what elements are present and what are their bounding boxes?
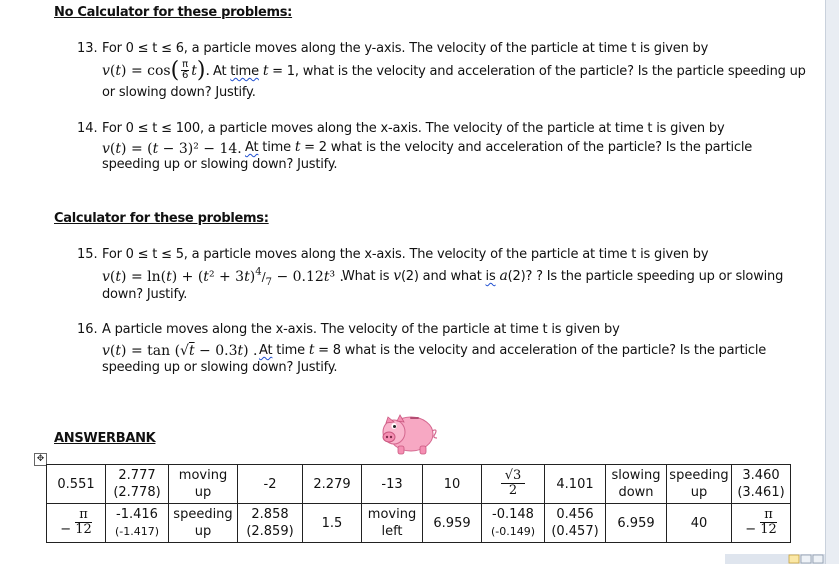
answer-cell: 3.460 (3.461): [732, 465, 791, 504]
answer-cell: − $\frac{\pi}{12}$: [47, 504, 106, 543]
answer-cell: 10: [423, 465, 482, 504]
table-row: [47, 504, 791, 543]
problem-15-line2: What is v(2) and what is a(2)? ? Is the particle speeding up or slowing: [342, 268, 784, 284]
print-layout-view-icon[interactable]: [789, 555, 799, 563]
problem-15-formula: $v(t) = \ln(t) + (t^2 + 3t)^4/_7 - 0.12t^3$ .: [102, 266, 344, 289]
problem-15-line1: For 0 ≤ t ≤ 5, a particle moves along the x-axis. The velocity of the particle at time t is given by: [102, 247, 709, 262]
problem-16-formula: v(t) = tan (√t − 0.3t) .: [102, 343, 258, 359]
answer-cell: 2.279: [303, 465, 362, 504]
problem-14-formula: v(t) = (t − 3)² − 14.: [102, 141, 242, 157]
no-calculator-heading: No Calculator for these problems:: [54, 5, 293, 20]
table-move-handle[interactable]: ✥: [34, 453, 47, 466]
problem-14-line2: At time t = 2 what is the velocity and acceleration of the particle? Is the particle: [245, 139, 753, 155]
view-buttons[interactable]: [725, 554, 825, 564]
calculator-heading: Calculator for these problems:: [54, 211, 269, 226]
table-row: [47, 465, 791, 504]
full-screen-view-icon[interactable]: [801, 555, 811, 563]
piggy-bank-icon: [380, 405, 438, 457]
answer-cell: $\frac{√3}{2}$: [482, 465, 545, 504]
answer-cell: 40: [667, 504, 732, 543]
answer-cell: − $\frac{\pi}{12}$: [732, 504, 791, 543]
problem-16-line2: At time t = 8 what is the velocity and acceleration of the particle? Is the particle: [259, 342, 767, 358]
answer-cell: moving up: [169, 465, 238, 504]
vertical-scrollbar[interactable]: [825, 0, 839, 564]
answer-cell: speeding up: [169, 504, 238, 543]
answer-cell: 0.456 (0.457): [545, 504, 606, 543]
problem-14-line1: For 0 ≤ t ≤ 100, a particle moves along the x-axis. The velocity of the particle at time t is given by: [102, 121, 725, 136]
answer-cell: moving left: [362, 504, 423, 543]
problem-13-line2: At time t = 1, what is the velocity and acceleration of the particle? Is the particle speeding up: [213, 63, 806, 79]
answer-cell: 0.551: [47, 465, 106, 504]
problem-16-line1: A particle moves along the x-axis. The velocity of the particle at time t is given by: [102, 322, 620, 337]
answer-cell: slowing down: [606, 465, 667, 504]
answer-cell: -0.148 (-0.149): [482, 504, 545, 543]
answer-cell: 4.101: [545, 465, 606, 504]
problem-14-line3: speeding up or slowing down? Justify.: [102, 157, 338, 172]
problem-16-number: 16.: [77, 322, 98, 337]
answer-cell: 2.777 (2.778): [106, 465, 169, 504]
answer-cell: 2.858 (2.859): [238, 504, 303, 543]
problem-13-formula: v(t) = cos( $\frac{\pi}{6}$ t).: [102, 58, 210, 83]
problem-15-line3: down? Justify.: [102, 287, 188, 302]
answer-cell: 1.5: [303, 504, 362, 543]
problem-13-line1: For 0 ≤ t ≤ 6, a particle moves along the y-axis. The velocity of the particle at time t is given by: [102, 41, 709, 56]
problem-13-number: 13.: [77, 41, 98, 56]
problem-15-number: 15.: [77, 247, 98, 262]
answer-cell: -1.416 (-1.417): [106, 504, 169, 543]
answer-cell: -2: [238, 465, 303, 504]
answer-cell: 6.959: [423, 504, 482, 543]
answer-cell: -13: [362, 465, 423, 504]
problem-13-line3: or slowing down? Justify.: [102, 85, 256, 100]
web-layout-view-icon[interactable]: [813, 555, 823, 563]
answer-cell: speeding up: [667, 465, 732, 504]
answer-bank-table: [46, 464, 791, 543]
problem-16-line3: speeding up or slowing down? Justify.: [102, 360, 338, 375]
answer-cell: 6.959: [606, 504, 667, 543]
answer-bank-heading: ANSWERBANK: [54, 431, 156, 446]
problem-14-number: 14.: [77, 121, 98, 136]
